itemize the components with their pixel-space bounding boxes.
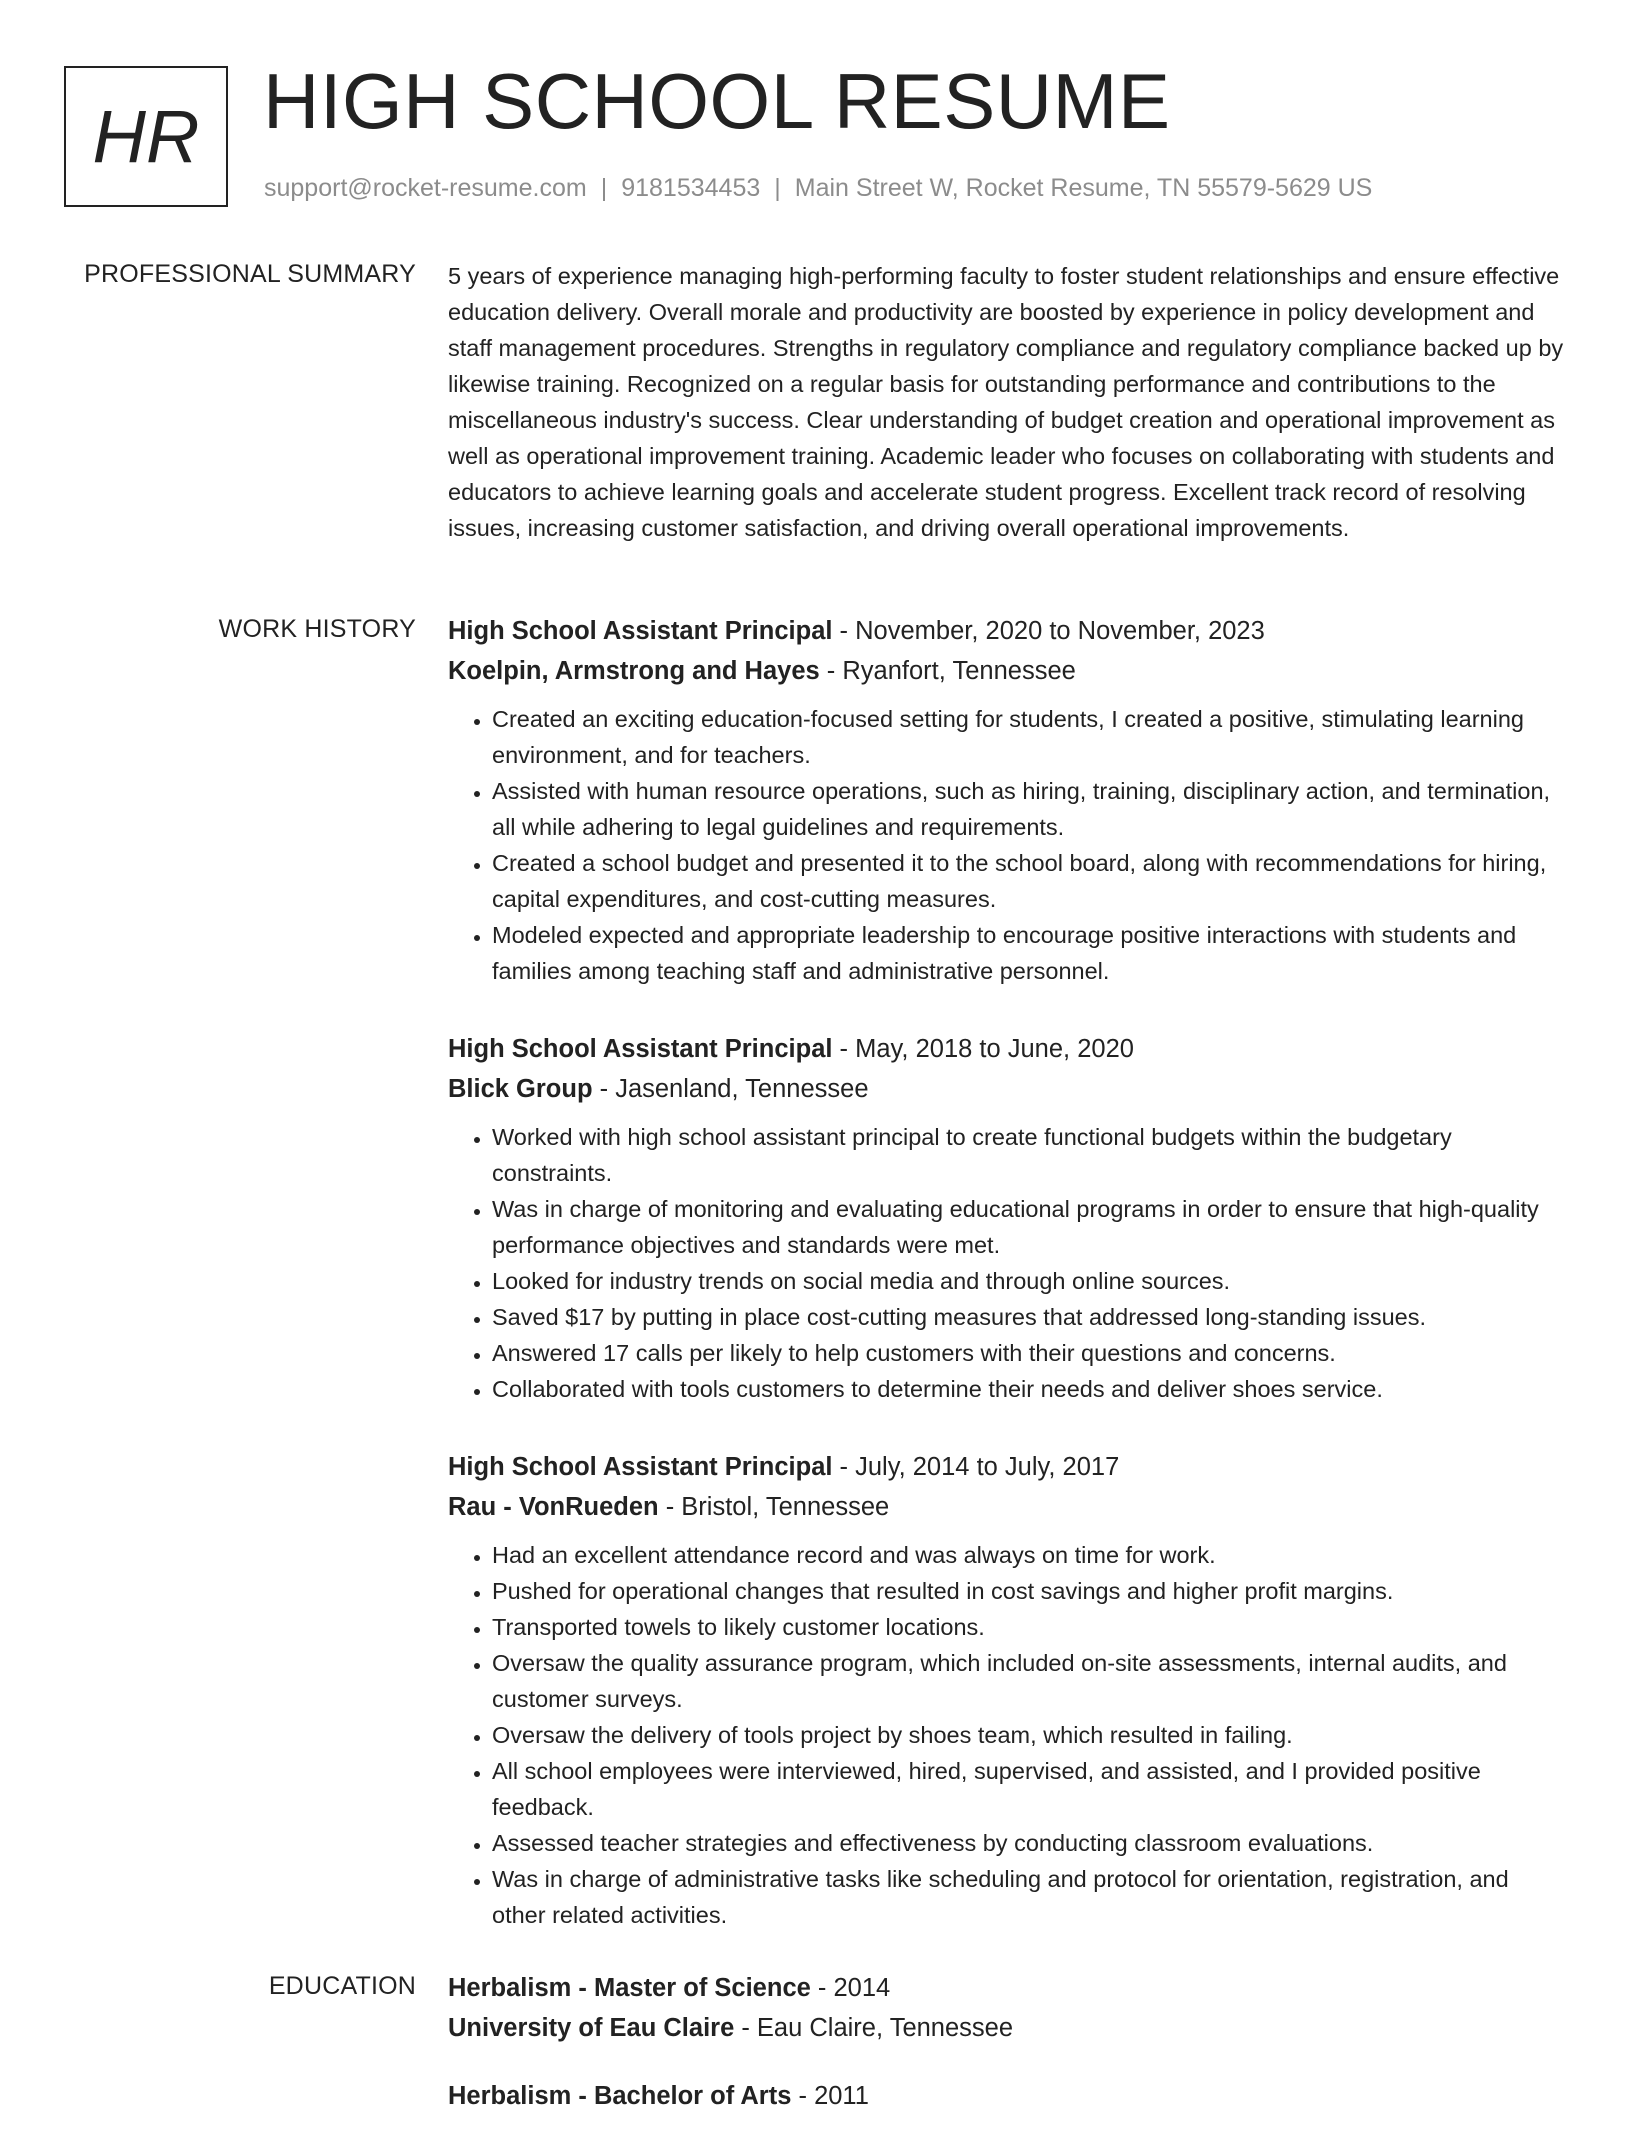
- job-title-line: [448, 611, 1568, 651]
- work-history-heading: WORK HISTORY: [218, 615, 416, 643]
- job-bullet: • Worked with high school assistant principal to create functional budgets within the budgetary constraints.: [492, 1119, 1568, 1191]
- job-company: Rau - VonRueden: [448, 1493, 659, 1521]
- job-role: High School Assistant Principal: [448, 1453, 833, 1481]
- job-bullet: • Answered 17 calls per likely to help customers with their questions and concerns.: [492, 1335, 1568, 1371]
- contact-separator: |: [600, 174, 608, 202]
- job-bullet: • All school employees were interviewed, hired, supervised, and assisted, and I provided positive feedback.: [492, 1753, 1568, 1825]
- job-entry: [448, 1029, 1568, 1407]
- job-dates: - November, 2020 to November, 2023: [832, 617, 1265, 645]
- job-location: - Jasenland, Tennessee: [592, 1075, 869, 1103]
- job-bullets: [448, 701, 1568, 989]
- job-bullets: [448, 1119, 1568, 1407]
- education-year: - 2014: [810, 1974, 891, 2002]
- job-entry: [448, 1447, 1568, 1933]
- job-bullets: [448, 1537, 1568, 1933]
- education-entry: [448, 1968, 1568, 2048]
- education-degree: Herbalism - Master of Science: [448, 1974, 811, 2002]
- job-bullet: • Was in charge of administrative tasks like scheduling and protocol for orientation, registration, and other related activities.: [492, 1861, 1568, 1933]
- education-degree-line: [448, 2076, 1568, 2116]
- job-bullet: • Pushed for operational changes that resulted in cost savings and higher profit margins.: [492, 1573, 1568, 1609]
- job-bullet: • Looked for industry trends on social media and through online sources.: [492, 1263, 1568, 1299]
- job-bullet: • Assisted with human resource operations, such as hiring, training, disciplinary action, and termination, all while adhering to legal guidelines and requirements.: [492, 773, 1568, 845]
- job-bullet: • Saved $17 by putting in place cost-cutting measures that addressed long-standing issues.: [492, 1299, 1568, 1335]
- contact-phone[interactable]: 9181534453: [621, 174, 761, 202]
- summary-text: 5 years of experience managing high-performing faculty to foster student relationships and ensure effective education delivery. Overall morale and productivity are boosted by experience in policy development and staff management procedures. Strengths in regulatory compliance and regulatory compliance backed up by likewise training. Recognized on a regular basis for outstanding performance and contributions to the miscellaneous industry's success. Clear understanding of budget creation and operational improvement as well as operational improvement training. Academic leader who focuses on collaborating with students and educators to achieve learning goals and accelerate student progress. Excellent track record of resolving issues, increasing customer satisfaction, and driving overall operational improvements.: [448, 263, 1564, 541]
- work-history-body: [448, 611, 1568, 1973]
- job-bullet: • Modeled expected and appropriate leadership to encourage positive interactions with students and families among teaching staff and administrative personnel.: [492, 917, 1568, 989]
- job-bullet: • Was in charge of monitoring and evaluating educational programs in order to ensure that high-quality performance objectives and standards were met.: [492, 1191, 1568, 1263]
- education-school-line: [448, 2008, 1568, 2048]
- job-entry: [448, 611, 1568, 989]
- job-company: Blick Group: [448, 1075, 593, 1103]
- job-company-line: [448, 1069, 1568, 1109]
- job-bullet: • Had an excellent attendance record and was always on time for work.: [492, 1537, 1568, 1573]
- job-role: High School Assistant Principal: [448, 1035, 833, 1063]
- monogram-badge: HR: [64, 66, 228, 207]
- job-bullet: • Oversaw the delivery of tools project by shoes team, which resulted in failing.: [492, 1717, 1568, 1753]
- summary-body: [448, 258, 1568, 546]
- contact-line: [264, 174, 1372, 203]
- job-company-line: [448, 651, 1568, 691]
- job-location: - Ryanfort, Tennessee: [819, 657, 1076, 685]
- job-bullet: • Collaborated with tools customers to determine their needs and deliver shoes service.: [492, 1371, 1568, 1407]
- job-bullet: • Assessed teacher strategies and effectiveness by conducting classroom evaluations.: [492, 1825, 1568, 1861]
- education-entry: [448, 2076, 1568, 2116]
- education-year: - 2011: [791, 2082, 869, 2110]
- job-company: Koelpin, Armstrong and Hayes: [448, 657, 820, 685]
- education-location: - Eau Claire, Tennessee: [734, 2014, 1014, 2042]
- job-bullet: • Oversaw the quality assurance program, which included on-site assessments, internal audits, and customer surveys.: [492, 1645, 1568, 1717]
- contact-email[interactable]: support@rocket-resume.com: [264, 174, 587, 202]
- contact-address: Main Street W, Rocket Resume, TN 55579-5629 US: [794, 174, 1373, 202]
- job-title-line: [448, 1447, 1568, 1487]
- job-location: - Bristol, Tennessee: [658, 1493, 890, 1521]
- education-degree-line: [448, 1968, 1568, 2008]
- job-bullet: • Created a school budget and presented it to the school board, along with recommendations for hiring, capital expenditures, and cost-cutting measures.: [492, 845, 1568, 917]
- job-dates: - May, 2018 to June, 2020: [832, 1035, 1134, 1063]
- job-company-line: [448, 1487, 1568, 1527]
- job-dates: - July, 2014 to July, 2017: [832, 1453, 1120, 1481]
- education-body: [448, 1968, 1568, 2144]
- education-heading: EDUCATION: [268, 1972, 416, 2000]
- education-degree: Herbalism - Bachelor of Arts: [448, 2082, 792, 2110]
- job-bullet: • Transported towels to likely customer locations.: [492, 1609, 1568, 1645]
- resume-title: HIGH SCHOOL RESUME: [263, 57, 1171, 145]
- education-school: University of Eau Claire: [448, 2014, 735, 2042]
- job-title-line: [448, 1029, 1568, 1069]
- summary-heading: PROFESSIONAL SUMMARY: [84, 260, 416, 288]
- job-role: High School Assistant Principal: [448, 617, 833, 645]
- job-bullet: • Created an exciting education-focused setting for students, I created a positive, stimulating learning environment, and for teachers.: [492, 701, 1568, 773]
- contact-separator: |: [774, 174, 781, 202]
